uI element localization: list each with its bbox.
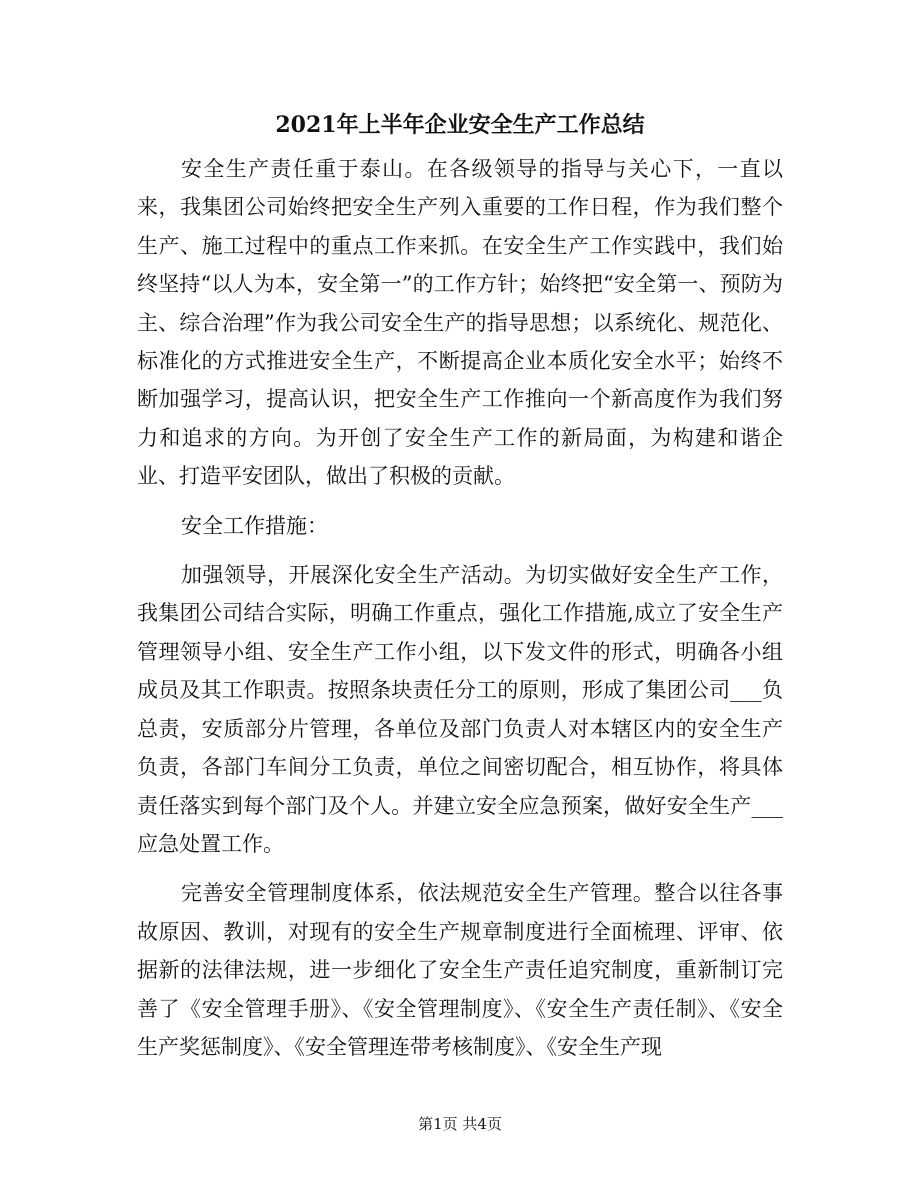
paragraph-intro: 安全生产责任重于泰山。在各级领导的指导与关心下，一直以来，我集团公司始终把安全生产列入重要的工作日程，作为我们整个生产、施工过程中的重点工作来抓。在安全生产工作实践中，我们始终坚持“以人为本，安全第一”的工作方针；始终把“安全第一、预防为主、综合治理”作为我公司安全生产的指导思想；以系统化、规范化、标准化的方式推进安全生产，不断提高企业本质化安全水平；始终不断加强学习，提高认识，把安全生产工作推向一个新高度作为我们努力和追求的方向。为开创了安全生产工作的新局面，为构建和谐企业、打造平安团队，做出了积极的贡献。 [137,157,783,489]
document-body [137,150,783,1066]
paragraph-leadership: 加强领导，开展深化安全生产活动。为切实做好安全生产工作，我集团公司结合实际，明确工作重点，强化工作措施,成立了安全生产管理领导小组、安全生产工作小组，以下发文件的形式，明确各小组成员及其工作职责。按照条块责任分工的原则，形成了集团公司___负总责，安质部分片管理，各单位及部门负责人对本辖区内的安全生产负责，各部门车间分工负责，单位之间密切配合，相互协作，将具体责任落实到每个部门及个人。并建立安全应急预案，做好安全生产___应急处置工作。 [137,563,783,856]
document-title: 2021年上半年企业安全生产工作总结 [275,112,645,138]
paragraph-measures-heading: 安全工作措施： [181,513,328,538]
page-number-footer: 第1页 共4页 [418,1115,502,1133]
paragraph-management-system: 完善安全管理制度体系，依法规范安全生产管理。整合以往各事故原因、教训，对现有的安全生产规章制度进行全面梳理、评审、依据新的法律法规，进一步细化了安全生产责任追究制度，重新制订完善了《安全管理手册》、《安全管理制度》、《安全生产责任制》、《安全生产奖惩制度》、《安全管理连带考核制度》、《安全生产现 [137,881,783,1059]
